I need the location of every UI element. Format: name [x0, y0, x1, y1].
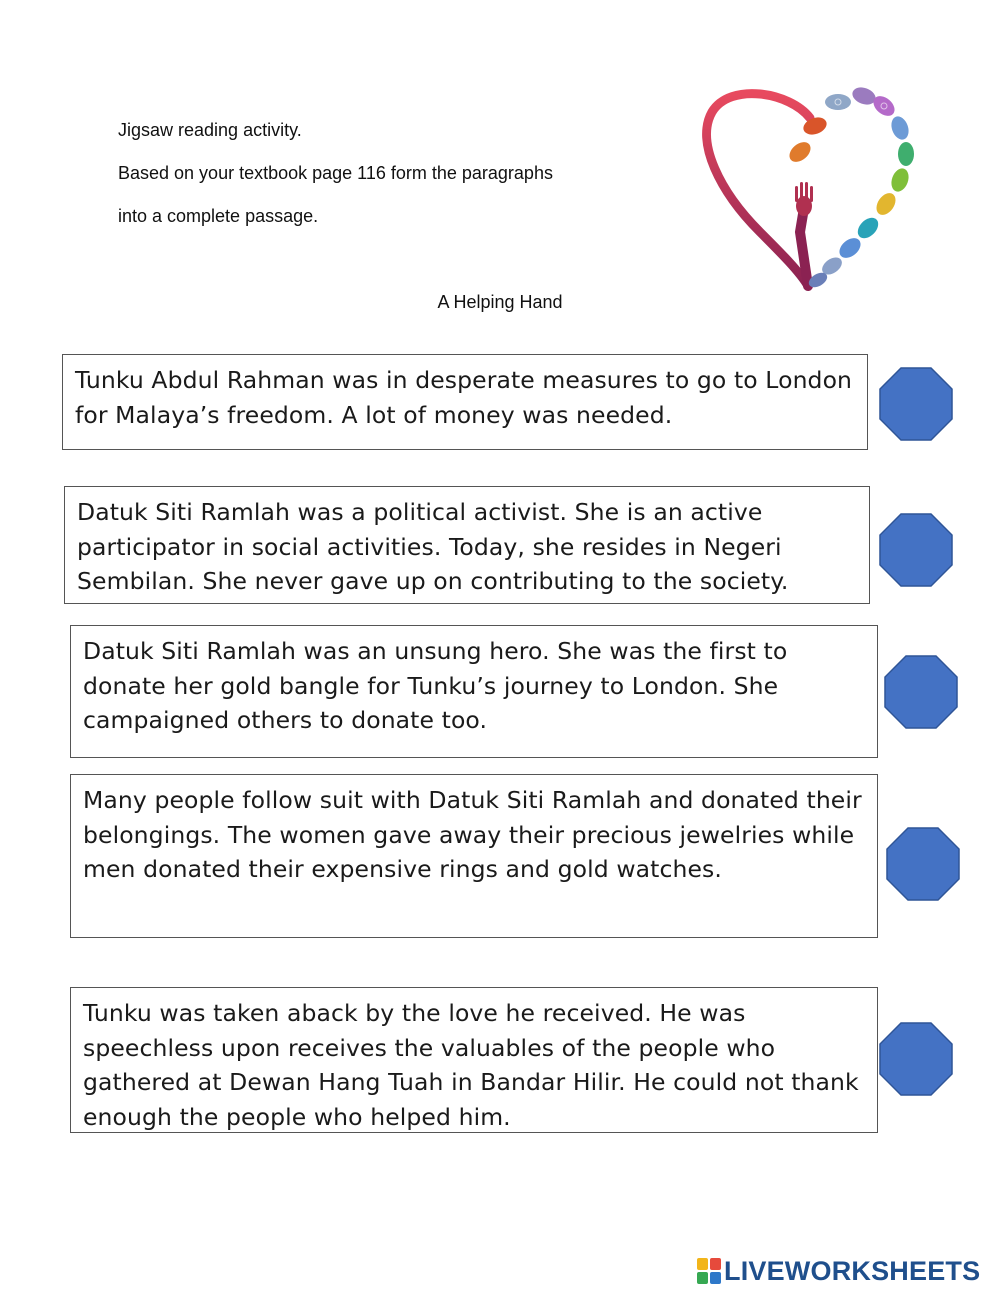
- octagon-icon[interactable]: [886, 827, 960, 901]
- logo-wordmark: LIVEWORKSHEETS: [724, 1255, 981, 1286]
- octagon-icon[interactable]: [879, 1022, 953, 1096]
- octagon-icon[interactable]: [879, 367, 953, 441]
- paragraph-card[interactable]: [70, 625, 878, 758]
- liveworksheets-mark-icon: [697, 1258, 721, 1284]
- liveworksheets-logo[interactable]: [697, 1256, 980, 1286]
- paragraph-text: Tunku was taken aback by the love he received. He was speechless upon receives the valuables of the people who gathered at Dewan Hang Tuah in Bandar Hilir. He could not thank enough the people who helped him.: [83, 999, 859, 1131]
- paragraph-card[interactable]: [64, 486, 870, 604]
- paragraph-text: Datuk Siti Ramlah was a political activist. She is an active participator in social activities. Today, she resides in Negeri Sembilan. She never gave up on contributing to the society.: [77, 498, 789, 595]
- heart-hands-icon: [700, 82, 926, 292]
- paragraph-card[interactable]: [62, 354, 868, 450]
- octagon-icon[interactable]: [879, 513, 953, 587]
- paragraph-card[interactable]: [70, 987, 878, 1133]
- paragraph-text: Many people follow suit with Datuk Siti Ramlah and donated their belongings. The women gave away their precious jewelries while men donated their expensive rings and gold watches.: [83, 786, 862, 883]
- paragraph-text: Datuk Siti Ramlah was an unsung hero. She was the first to donate her gold bangle for Tunku’s journey to London. She campaigned others to donate too.: [83, 637, 788, 734]
- paragraph-text: Tunku Abdul Rahman was in desperate measures to go to London for Malaya’s freedom. A lot of money was needed.: [75, 366, 853, 429]
- paragraph-card[interactable]: [70, 774, 878, 938]
- instruction-heading: Jigsaw reading activity.: [118, 120, 302, 140]
- instruction-line: into a complete passage.: [118, 206, 319, 226]
- octagon-icon[interactable]: [884, 655, 958, 729]
- passage-title: A Helping Hand: [437, 292, 563, 312]
- instruction-line: Based on your textbook page 116 form the paragraphs: [118, 163, 553, 183]
